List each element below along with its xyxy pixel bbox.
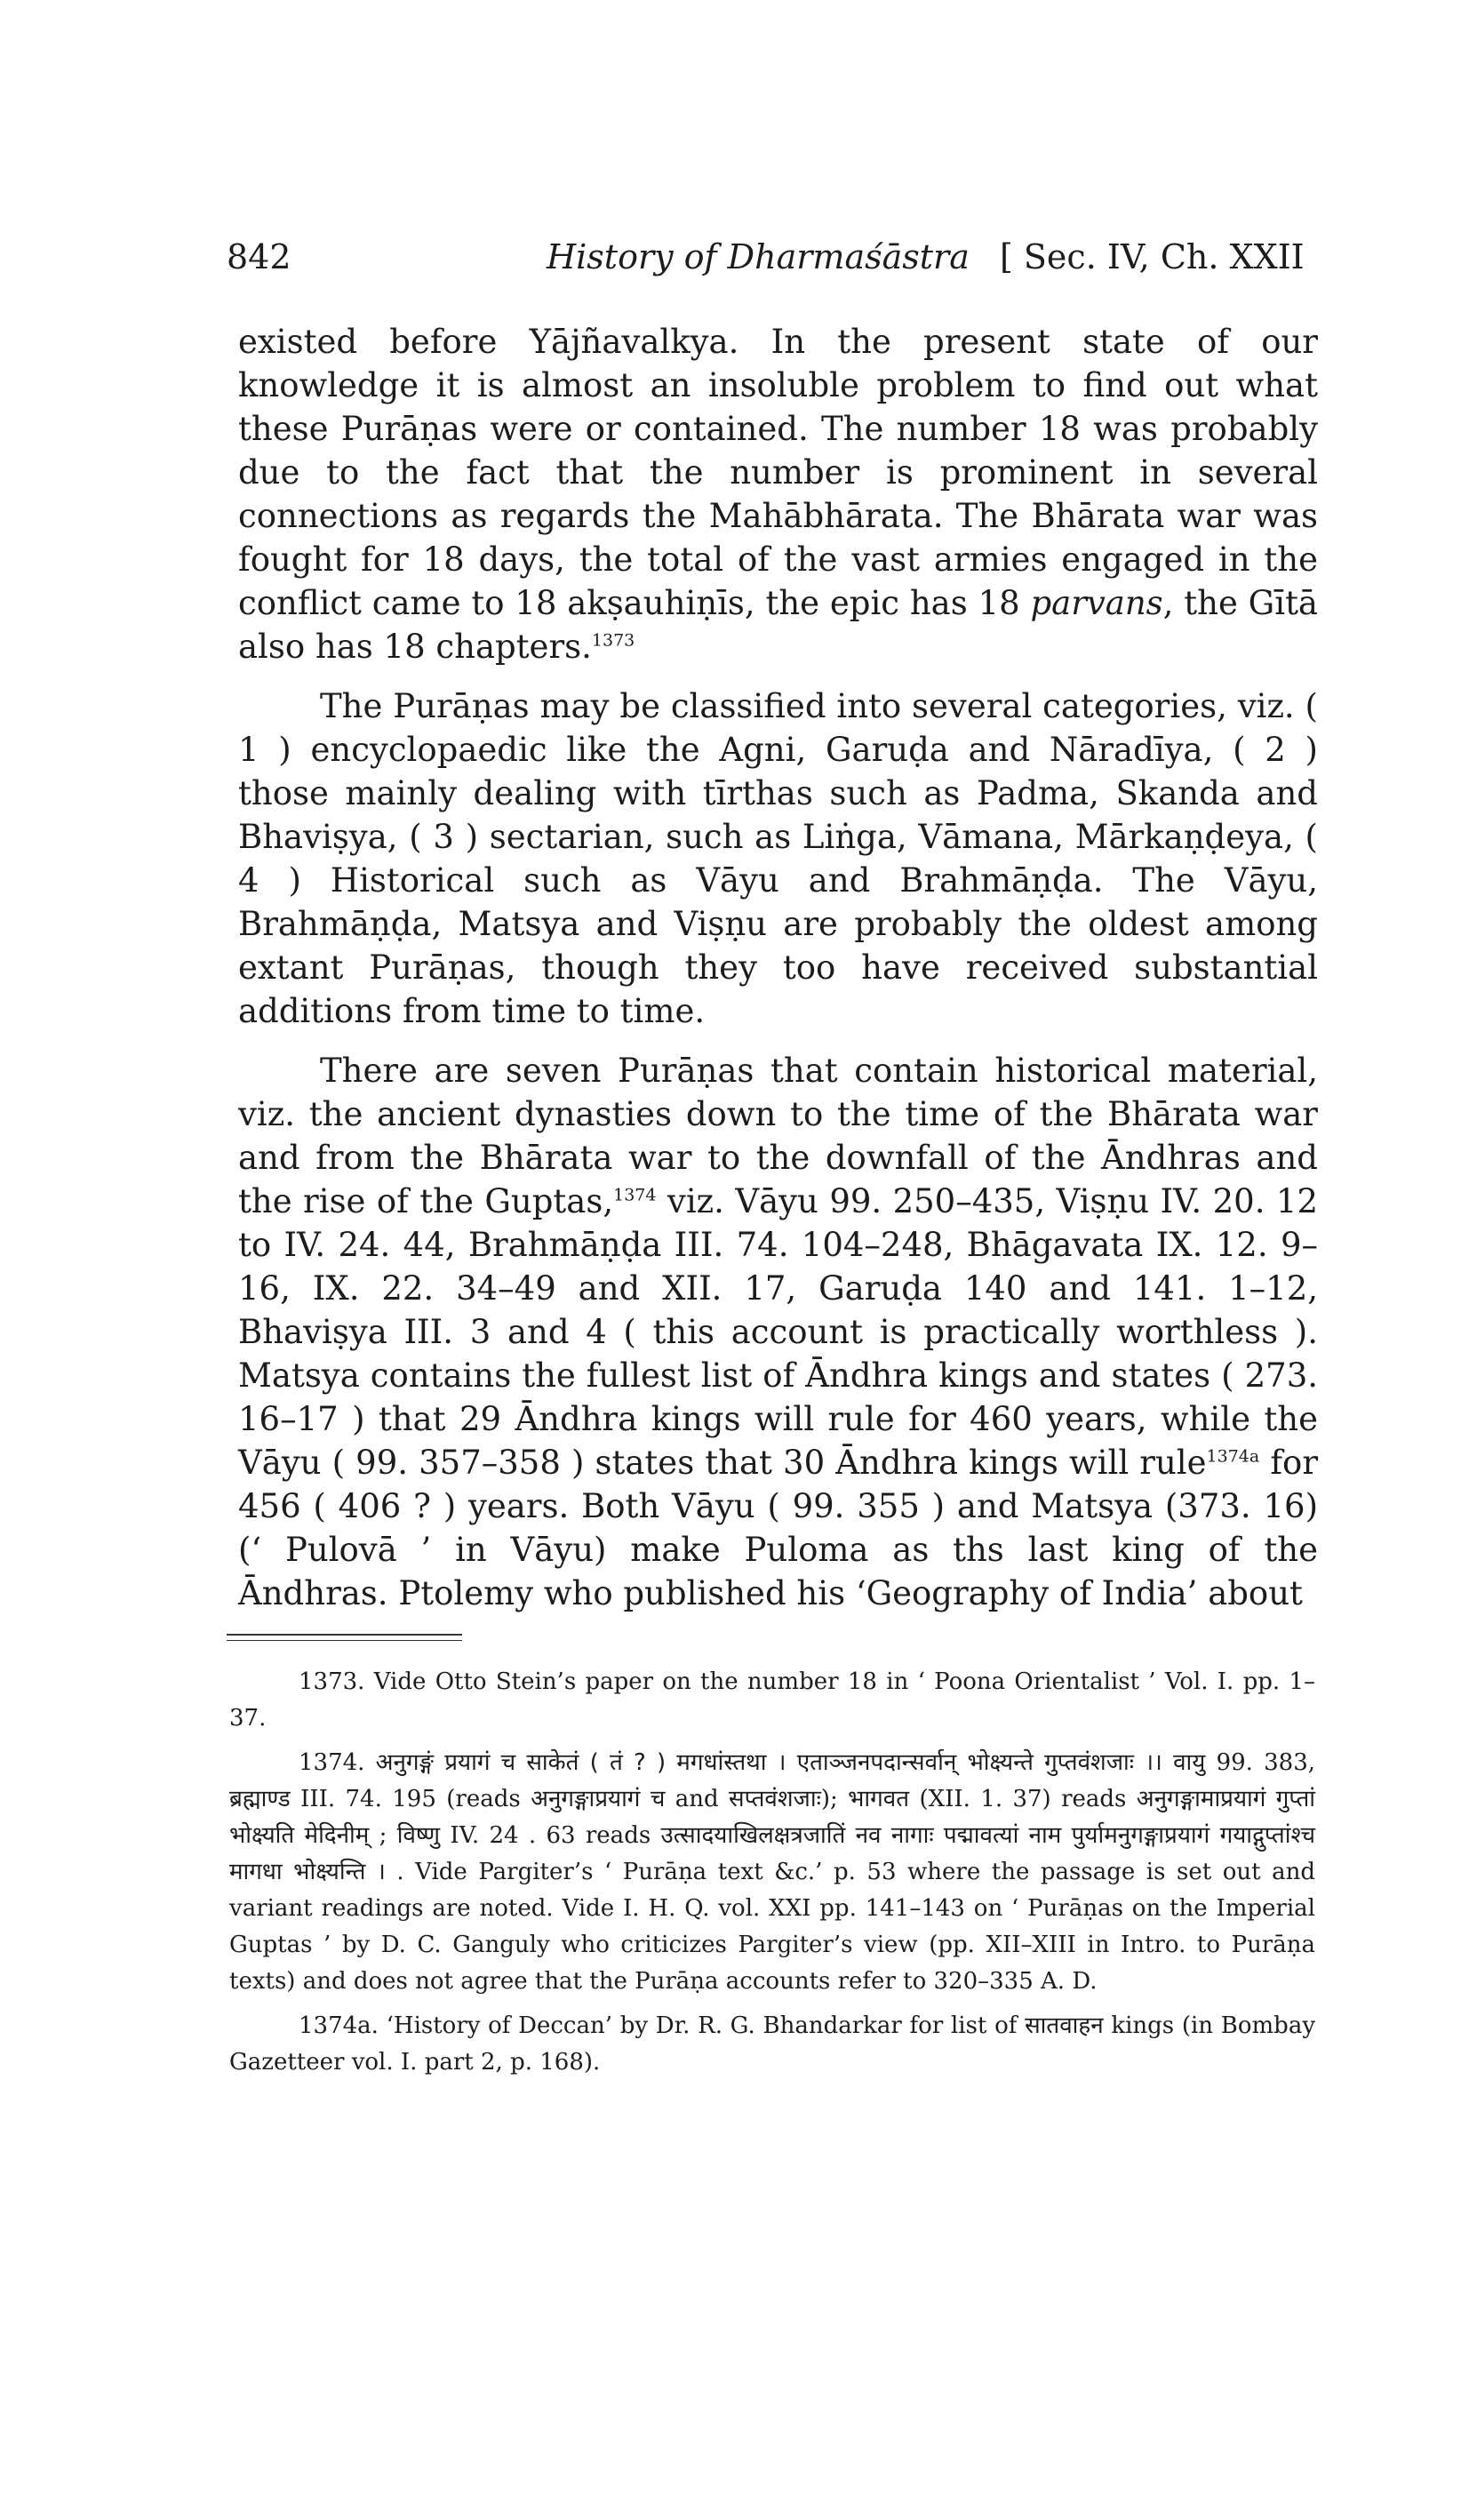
fn1374-text-i: । . Vide Pargiter’s ‘ Purāṇa text &c.’ p. 53 where the passage is set out and variant readings are noted. Vide I. H. Q. vol. XXI pp. 141–143 on ‘ Purāṇas on the Imperial Guptas ’ by D. C. Ganguly who criticizes Pargiter’s view (pp. XII–XIII in Intro. to Purāṇa texts) and does not agree that the Purāṇa accounts refer to 320–335 A. D. [229, 1859, 1315, 1995]
fn1374-text-f: (XII. 1. 37) reads [909, 1786, 1137, 1812]
running-head [227, 227, 1373, 289]
fn1374-sanskrit-3: अनुगङ्गाप्रयागं च [531, 1786, 666, 1812]
paragraph-1-italic: parvans [1030, 584, 1163, 622]
fn1374-text-d: and [665, 1786, 729, 1812]
footnote-1373: 1373. Vide Otto Stein’s paper on the number 18 in ‘ Poona Orientalist ’ Vol. I. pp. 1–37. [229, 1668, 1315, 1732]
paragraph-3 [238, 1049, 1318, 1615]
fn1374-text-b: 99. 383, [1205, 1749, 1315, 1776]
footnote-1374a [229, 2008, 1315, 2081]
fn1374-num: 1374. [299, 1749, 376, 1776]
footnote-ref-1374a: 1374a [1206, 1446, 1260, 1467]
footnote-1374 [229, 1745, 1315, 2000]
fn1374-text-e: ); [820, 1786, 849, 1812]
fn1374-sanskrit-2: ब्रह्माण्ड [229, 1786, 291, 1812]
footnote-ref-1373: 1373 [591, 630, 635, 651]
section-label: [ Sec. IV, Ch. XXII [1000, 237, 1305, 276]
paragraph-1 [238, 320, 1318, 668]
paragraph-3-text-b: viz. Vāyu 99. 250–435, Viṣṇu IV. 20. 12 to IV. 24. 44, Brahmāṇḍa III. 74. 104–248, Bhāgavata IX. 12. 9–16, IX. 22. 34–49 and XII. 17, Garuḍa 140 and 141. 1–12, Bhaviṣya III. 3 and 4 ( this account is practically worthless ). Matsya contains the fullest list of Āndhra kings and states ( 273. 16–17 ) that 29 Āndhra kings will rule for 460 years, while the Vāyu ( 99. 357–358 ) states that 30 Āndhra kings will rule [238, 1182, 1319, 1482]
page-number: 842 [227, 237, 291, 276]
paragraph-1-text-b: , the Gītā also has 18 chapters. [238, 584, 1318, 666]
footnote-ref-1374: 1374 [613, 1185, 657, 1205]
fn1374-sanskrit-8: उत्सादयाखिलक्षत्रजातिं नव नागाः पद्मावत्यां नाम पुर्यामनुगङ्गाप्रयागं गयाद्गुप्तांश्च मागधा भोक्ष्यन्ति [229, 1822, 1316, 1885]
fn1374-sanskrit-7: विष्णु [396, 1822, 441, 1849]
fn1374-sanskrit-4: सप्तवंशजाः [729, 1786, 821, 1812]
paragraph-3-text-a: There are seven Purāṇas that contain historical material, viz. the ancient dynasties down to the time of the Bhārata war and from the Bhārata war to the downfall of the Āndhras and the rise of the Guptas, [238, 1052, 1318, 1220]
fn1374a-sanskrit: सातवाहन [1025, 2012, 1104, 2039]
footnotes [229, 1664, 1315, 2089]
running-title: History of Dharmaśāstra [547, 237, 970, 276]
fn1374-text-c: III. 74. 195 (reads [290, 1786, 531, 1812]
paragraph-2: The Purāṇas may be classified into several categories, viz. ( 1 ) encyclopaedic like the Agni, Garuḍa and Nāradīya, ( 2 ) those mainly dealing with tīrthas such as Padma, Skanda and Bhaviṣya, ( 3 ) sectarian, such as Liṅga, Vāmana, Mārkaṇḍeya, ( 4 ) Historical such as Vāyu and Brahmāṇḍa. The Vāyu, Brahmāṇḍa, Matsya and Viṣṇu are probably the oldest among extant Purāṇas, though they too have received substantial additions from time to time. [238, 687, 1318, 1030]
footnote-divider [227, 1634, 462, 1641]
fn1374-text-h: IV. 24 . 63 reads [440, 1822, 661, 1849]
fn1374a-text-a: 1374a. ‘History of Deccan’ by Dr. R. G. Bhandarkar for list of [299, 2012, 1026, 2039]
fn1374-sanskrit-1: अनुगङ्गं प्रयागं च साकेतं ( तं ? ) मगधांस्तथा । एताञ्जनपदान्सर्वान् भोक्ष्यन्ते गुप्तवंशजाः ।। वायु [375, 1749, 1206, 1776]
fn1374a-text-b: kings (in Bombay Gazetteer vol. I. part 2, p. 168). [229, 2012, 1316, 2076]
fn1374-sanskrit-6: अनुगङ्गामाप्रयागं गुप्तां भोक्ष्यति मेदिनीम् [229, 1786, 1315, 1849]
paragraph-1-text-a: existed before Yājñavalkya. In the present state of our knowledge it is almost an insoluble problem to find out what these Purāṇas were or contained. The number 18 was probably due to the fact that the number is prominent in several connections as regards the Mahābhārata. The Bhārata war was fought for 18 days, the total of the vast armies engaged in the conflict came to 18 akṣauhiṇīs, the epic has 18 [238, 323, 1318, 622]
fn1374-sanskrit-5: भागवत [848, 1786, 910, 1812]
body-text [238, 320, 1318, 1631]
paragraph-3-text-c: for 456 ( 406 ? ) years. Both Vāyu ( 99. 355 ) and Matsya (373. 16) (‘ Pulovā ’ in Vāyu) make Puloma as ths last king of the Āndhras. Ptolemy who published his ‘Geography of India’ about [238, 1444, 1319, 1612]
fn1374-text-g: ; [369, 1822, 397, 1849]
